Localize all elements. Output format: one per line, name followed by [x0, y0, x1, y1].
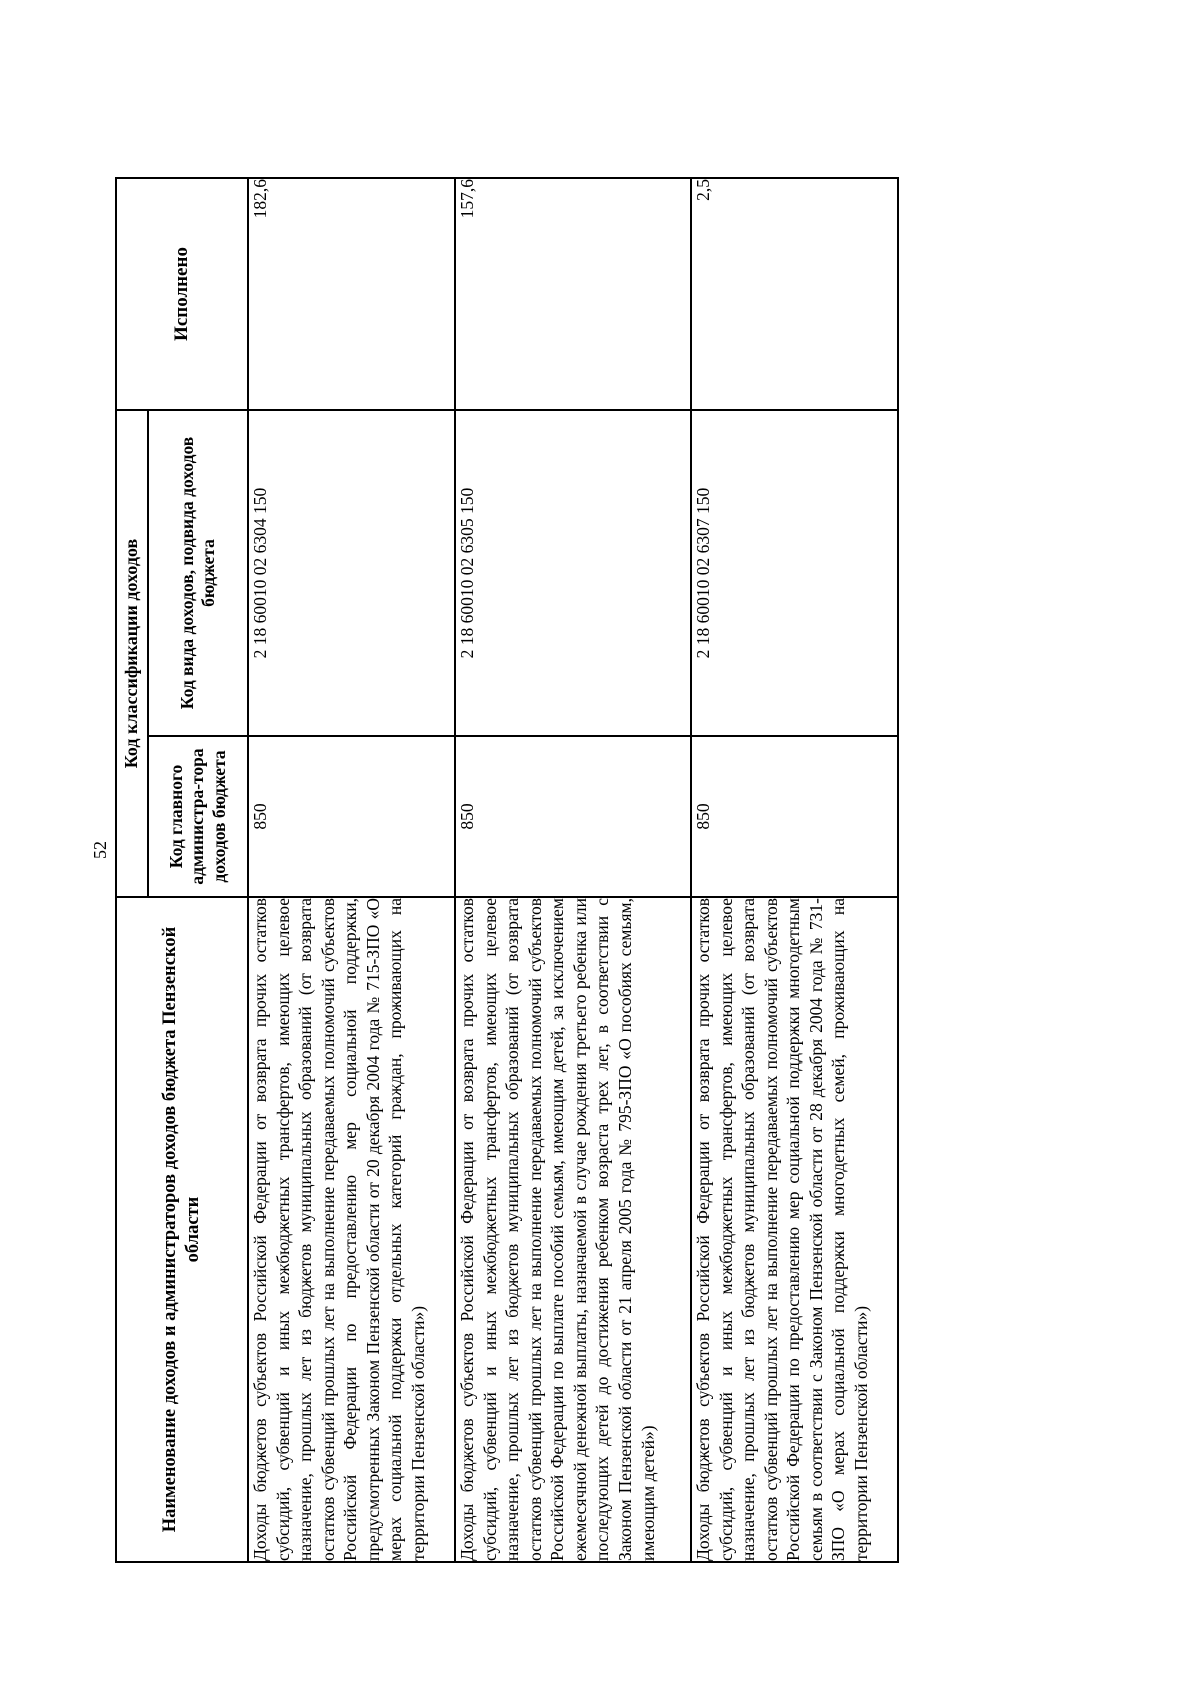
executed-amount-cell: 157,6 — [455, 178, 691, 410]
rotated-table-container — [115, 179, 871, 1563]
executed-amount-cell: 2,5 — [691, 178, 898, 410]
type-code-cell: 2 18 60010 02 6304 150 — [248, 410, 455, 736]
type-code-cell: 2 18 60010 02 6307 150 — [691, 410, 898, 736]
type-code-cell: 2 18 60010 02 6305 150 — [455, 410, 691, 736]
executed-amount-cell: 182,6 — [248, 178, 455, 410]
header-type-code: Код вида доходов, подвида доходов бюджета — [148, 410, 248, 736]
admin-code-cell: 850 — [691, 736, 898, 897]
revenue-description: Доходы бюджетов субъектов Российской Федерации от возврата прочих остатков субсидий, субвенций и иных межбюджетных трансфертов, имеющих целевое назначение, прошлых лет из бюджетов муниципальных образований (от возврата остатков субвенций прошлых лет на выполнение передаваемых полномочий субъектов Российской Федерации по выплате пособий семьям, имеющим детей, за исключением ежемесячной денежной выплаты, назначаемой в случае рождения третьего ребенка или последующих детей до достижения ребенком возраста трех лет, в соответствии с Законом Пензенской области от 21 апреля 2005 года № 795-ЗПО «О пособиях семьям, имеющим детей») — [455, 897, 691, 1562]
budget-revenue-table — [115, 177, 899, 1563]
revenue-description: Доходы бюджетов субъектов Российской Федерации от возврата прочих остатков субсидий, субвенций и иных межбюджетных трансфертов, имеющих целевое назначение, прошлых лет из бюджетов муниципальных образований (от возврата остатков субвенций прошлых лет на выполнение передаваемых полномочий субъектов Российской Федерации по предоставлению мер социальной поддержки многодетным семьям в соответствии с Законом Пензенской области от 28 декабря 2004 года № 731-ЗПО «О мерах социальной поддержки многодетных семей, проживающих на территории Пензенской области») — [691, 897, 898, 1562]
table-row — [691, 178, 898, 1562]
header-classification-code: Код классификации доходов — [116, 410, 148, 897]
admin-code-cell: 850 — [248, 736, 455, 897]
revenue-description: Доходы бюджетов субъектов Российской Федерации от возврата прочих остатков субсидий, субвенций и иных межбюджетных трансфертов, имеющих целевое назначение, прошлых лет из бюджетов муниципальных образований (от возврата остатков субвенций прошлых лет на выполнение передаваемых полномочий субъектов Российской Федерации по предоставлению мер социальной поддержки, предусмотренных Законом Пензенской области от 20 декабря 2004 года № 715-ЗПО «О мерах социальной поддержки отдельных категорий граждан, проживающих на территории Пензенской области») — [248, 897, 455, 1562]
header-revenue-name: Наименование доходов и администраторов доходов бюджета Пензенской области — [116, 897, 248, 1562]
table-row — [248, 178, 455, 1562]
table-row — [455, 178, 691, 1562]
header-admin-code: Код главного администра-тора доходов бюджета — [148, 736, 248, 897]
header-executed: Исполнено — [116, 178, 248, 410]
admin-code-cell: 850 — [455, 736, 691, 897]
page-number: 52 — [90, 841, 110, 859]
